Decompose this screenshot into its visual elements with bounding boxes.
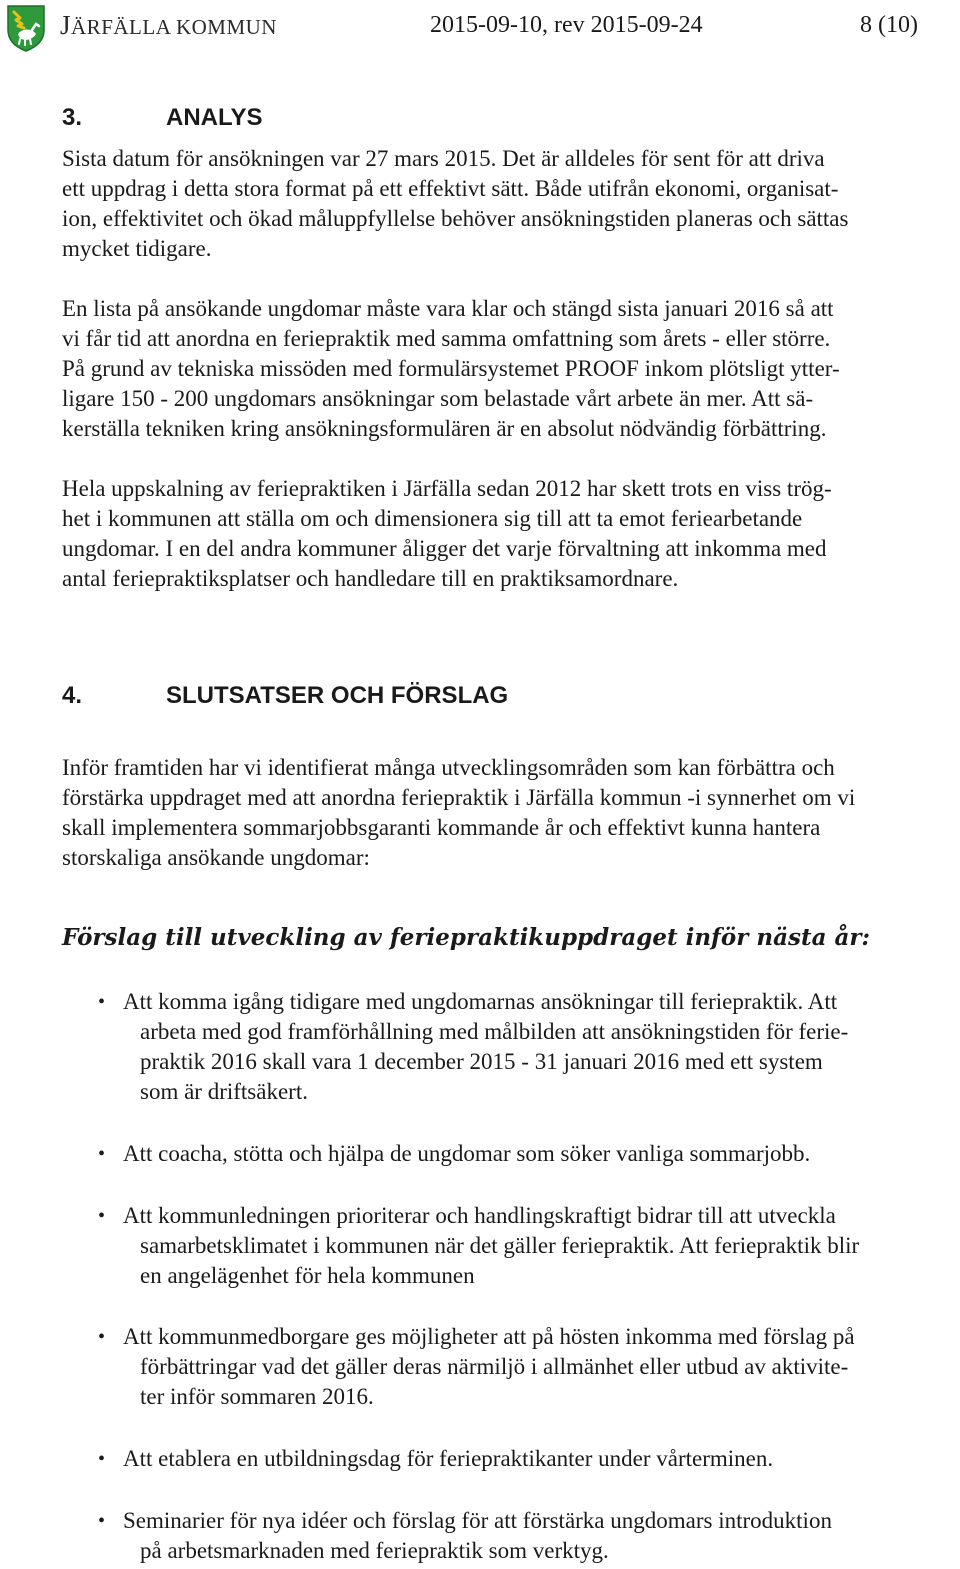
text-line: ungdomar. I en del andra kommuner åligger det varje förvaltning att inkomma med bbox=[62, 536, 827, 561]
text-line: förbättringar vad det gäller deras närmiljö i allmänhet eller utbud av aktivite- bbox=[140, 1354, 849, 1379]
text-line: praktik 2016 skall vara 1 december 2015 - 31 januari 2016 med ett system bbox=[140, 1049, 823, 1074]
text-line: storskaliga ansökande ungdomar: bbox=[62, 845, 370, 870]
bullet-icon: • bbox=[98, 1143, 106, 1165]
text-line: arbeta med god framförhållning med målbilden att ansökningstiden för ferie- bbox=[140, 1019, 849, 1044]
text-line: Att coacha, stötta och hjälpa de ungdomar som söker vanliga sommarjobb. bbox=[123, 1141, 811, 1166]
text-line: ter inför sommaren 2016. bbox=[140, 1384, 374, 1409]
bullet-icon: • bbox=[98, 1448, 106, 1470]
list-item bbox=[0, 1506, 960, 1566]
text-line: skall implementera sommarjobbsgaranti kommande år och effektivt kunna hantera bbox=[62, 815, 821, 840]
page-header bbox=[0, 0, 960, 56]
text-line: Hela uppskalning av feriepraktiken i Järfälla sedan 2012 har skett trots en viss trög- bbox=[62, 476, 832, 501]
organization-name bbox=[60, 10, 277, 41]
page-number: 8 (10) bbox=[860, 12, 918, 38]
text-line: förstärka uppdraget med att anordna feriepraktik i Järfälla kommun -i synnerhet om vi bbox=[62, 785, 856, 810]
text-line: en angelägenhet för hela kommunen bbox=[140, 1263, 475, 1288]
text-line: antal feriepraktiksplatser och handledare till en praktiksamordnare. bbox=[62, 566, 679, 591]
proposals-heading: Förslag till utveckling av feriepraktikuppdraget inför nästa år: bbox=[62, 924, 871, 951]
text-line: Att etablera en utbildningsdag för feriepraktikanter under vårterminen. bbox=[123, 1446, 774, 1471]
text-line: samarbetsklimatet i kommunen när det gäller feriepraktik. Att feriepraktik blir bbox=[140, 1233, 860, 1258]
text-line: Sista datum för ansökningen var 27 mars 2015. Det är alldeles för sent för att driva bbox=[62, 146, 825, 171]
text-line: mycket tidigare. bbox=[62, 236, 212, 261]
org-name-rest: ÄRFÄLLA KOMMUN bbox=[71, 15, 277, 39]
text-line: ion, effektivitet och ökad måluppfyllelse behöver ansökningstiden planeras och sättas bbox=[62, 206, 849, 231]
text-line: Att komma igång tidigare med ungdomarnas ansökningar till feriepraktik. Att bbox=[123, 989, 838, 1014]
text-line: som är driftsäkert. bbox=[140, 1079, 308, 1104]
list-item bbox=[0, 1444, 960, 1474]
section-title: SLUTSATSER OCH FÖRSLAG bbox=[166, 682, 509, 709]
list-item bbox=[0, 987, 960, 1107]
org-name-initial: J bbox=[60, 10, 72, 40]
coat-of-arms-icon bbox=[6, 4, 46, 52]
text-line: ett uppdrag i detta stora format på ett effektivt sätt. Både utifrån ekonomi, organisat- bbox=[62, 176, 839, 201]
section-number: 4. bbox=[62, 682, 83, 709]
text-line: En lista på ansökande ungdomar måste vara klar och stängd sista januari 2016 så att bbox=[62, 296, 834, 321]
section-3-heading bbox=[62, 104, 262, 132]
paragraph bbox=[62, 474, 960, 594]
text-line: Seminarier för nya idéer och förslag för att förstärka ungdomars introduktion bbox=[123, 1508, 832, 1533]
text-line: Att kommunledningen prioriterar och handlingskraftigt bidrar till att utveckla bbox=[123, 1203, 836, 1228]
paragraph bbox=[62, 144, 960, 264]
text-line: ligare 150 - 200 ungdomars ansökningar som belastade vårt arbete än mer. Att sä- bbox=[62, 386, 814, 411]
text-line: kerställa tekniken kring ansökningsformulären är en absolut nödvändig förbättring. bbox=[62, 416, 827, 441]
paragraph bbox=[62, 753, 960, 873]
list-item bbox=[0, 1201, 960, 1291]
text-line: vi får tid att anordna en feriepraktik med samma omfattning som årets - eller större. bbox=[62, 326, 831, 351]
bullet-icon: • bbox=[98, 1205, 106, 1227]
section-4-heading bbox=[62, 682, 508, 710]
bullet-icon: • bbox=[98, 1510, 106, 1532]
paragraph bbox=[62, 294, 960, 444]
text-line: på arbetsmarknaden med feriepraktik som verktyg. bbox=[140, 1538, 609, 1563]
list-item bbox=[0, 1322, 960, 1412]
text-line: Inför framtiden har vi identifierat många utvecklingsområden som kan förbättra och bbox=[62, 755, 835, 780]
list-item bbox=[0, 1139, 960, 1169]
section-title: ANALYS bbox=[166, 104, 263, 131]
bullet-icon: • bbox=[98, 1326, 106, 1348]
text-line: het i kommunen att ställa om och dimensionera sig till att ta emot feriearbetande bbox=[62, 506, 803, 531]
section-number: 3. bbox=[62, 104, 83, 131]
text-line: Att kommunmedborgare ges möjligheter att på hösten inkomma med förslag på bbox=[123, 1324, 855, 1349]
bullet-icon: • bbox=[98, 991, 106, 1013]
document-date: 2015-09-10, rev 2015-09-24 bbox=[430, 12, 703, 38]
text-line: På grund av tekniska missöden med formulärsystemet PROOF inkom plötsligt ytter- bbox=[62, 356, 840, 381]
